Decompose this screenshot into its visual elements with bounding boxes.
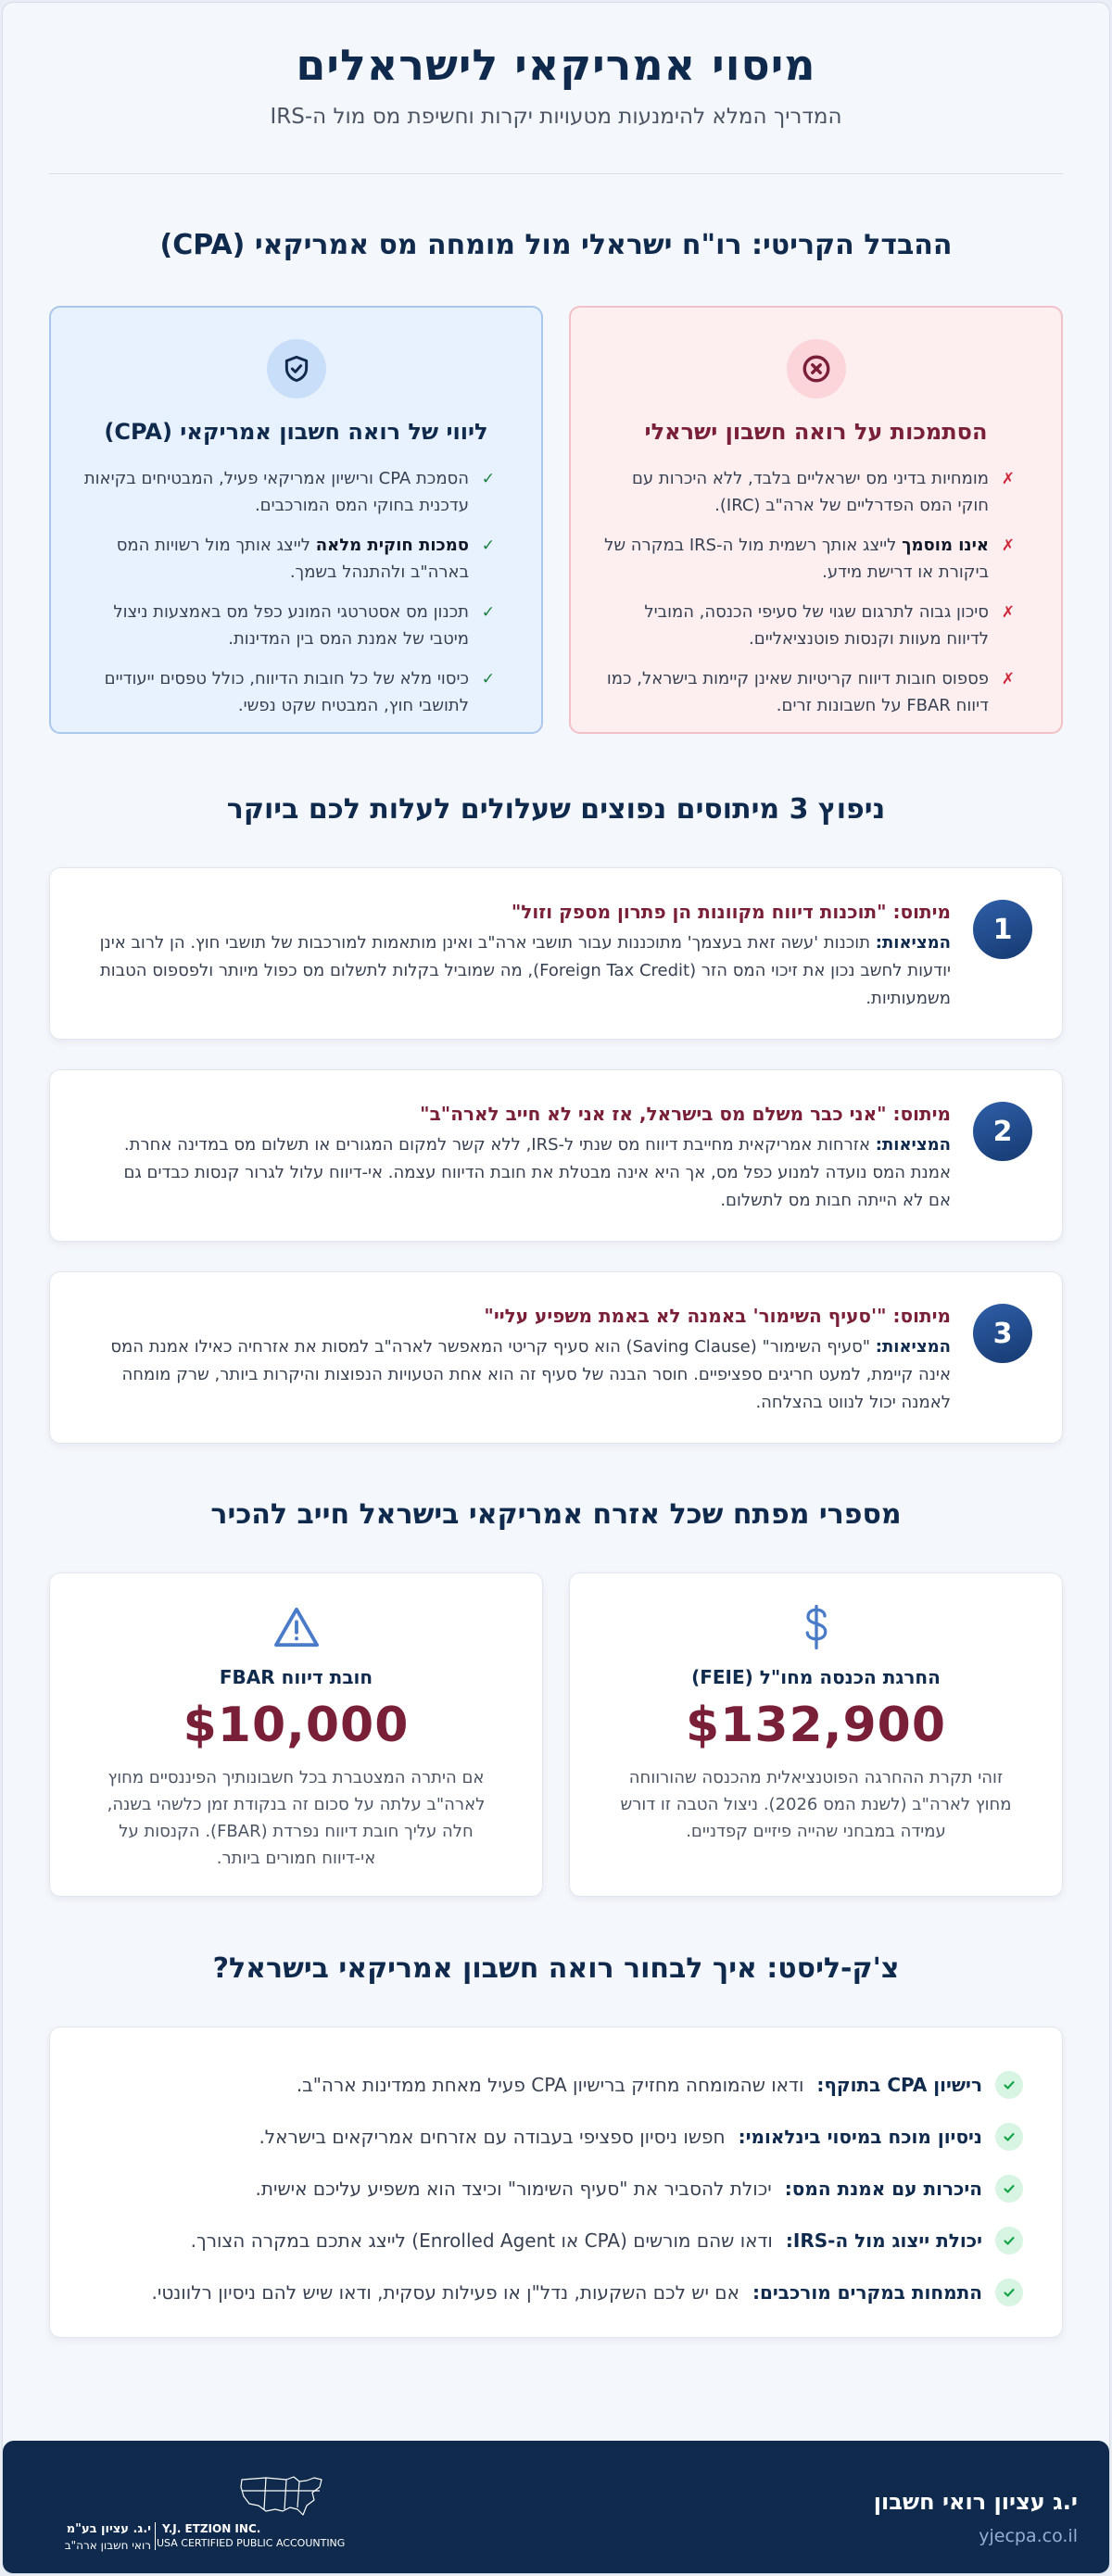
- checklist-label: היכרות עם אמנת המס:: [784, 2178, 982, 2200]
- myth-number: 1: [973, 900, 1032, 959]
- list-item: [599, 532, 1015, 586]
- fbar-description: אם היתרה המצטברת בכל חשבונותיך הפיננסיים מחוץ לארה"ב עלתה על סכום זה בנקודת זמן כלשהי בשנה, חלה עליך חובת דיווח נפרדת (FBAR). הקנסות על אי-דיווח חמורים ביותר.: [107, 1768, 486, 1868]
- check-mark-icon: ✓: [481, 670, 495, 688]
- checklist-label: ניסיון מוכח במיסוי בינלאומי:: [738, 2126, 982, 2148]
- myth-title: מיתוס: "תוכנות דיווח מקוונות הן פתרון מספק וזול": [511, 901, 951, 923]
- reality-text: תוכנות 'עשה זאת בעצמך' מתוכננות עבור תושבי ארה"ב ואינן מותאמות למורכבות של תושבי חוץ. הן לרוב אינן יודעות לחשב נכון את זיכוי המס הזר (Foreign Tax Credit), מה שמוביל בקלות לתשלום מס כפול מיותר ולפספוס הטבות משמעותיות.: [99, 933, 951, 1008]
- logo-separator: [155, 2522, 156, 2550]
- item-text: מומחיות בדיני מס ישראליים בלבד, ללא היכרות עם חוקי המס הפדרליים של ארה"ב (IRC).: [631, 469, 989, 515]
- myth-reality: [96, 1333, 951, 1417]
- checklist-item: [89, 2267, 1023, 2318]
- footer-company-name: י.ג עציון רואי חשבון: [873, 2489, 1078, 2515]
- comparison-title: ההבדל הקריטי: רו"ח ישראלי מול מומחה מס אמריקאי (CPA): [159, 229, 953, 261]
- check-mark-icon: ✓: [481, 537, 495, 555]
- fbar-label: חובת דיווח FBAR: [219, 1666, 373, 1688]
- checklist-text: אם יש לכם השקעות, נדל"ן או פעילות עסקית, ודאו שיש להם ניסיון רלוונטי.: [151, 2281, 739, 2304]
- header: [3, 3, 1109, 129]
- myth-number: 2: [973, 1102, 1032, 1161]
- us-cpa-list: [79, 465, 495, 719]
- x-mark-icon: ✗: [1001, 670, 1015, 688]
- item-text: הסמכת CPA ורישיון אמריקאי פעיל, המבטיחים בקיאות עדכנית בחוקי המס המורכבים.: [83, 469, 469, 515]
- myth-reality: [96, 929, 951, 1013]
- item-strong: אינו מוסמך: [902, 536, 989, 555]
- check-circle-icon: [995, 2279, 1023, 2306]
- israeli-cpa-heading: הסתמכות על רואה חשבון ישראלי: [644, 419, 988, 445]
- list-item: [79, 599, 495, 652]
- checklist-item: [89, 2215, 1023, 2267]
- checklist-item: [89, 2163, 1023, 2215]
- checklist-text: יכולת להסביר את "סעיף השימור" וכיצד הוא משפיע עליכם אישית.: [255, 2178, 772, 2200]
- item-strong: סמכות חוקית מלאה: [315, 536, 469, 555]
- item-text: לייצג אותך רשמית מול ה-IRS במקרה של ביקורת או דרישת מידע.: [604, 536, 989, 582]
- myth-title: מיתוס: "'סעיף השימור' באמנה לא באמת משפיע עליי": [484, 1305, 951, 1327]
- logo-english-name: Y.J. ETZION INC.: [162, 2522, 261, 2535]
- myth-reality: [96, 1131, 951, 1215]
- checklist-item: [89, 2059, 1023, 2111]
- myth-card-2: [49, 1069, 1063, 1242]
- fbar-value: $10,000: [183, 1698, 410, 1753]
- checklist-text: חפשו ניסיון ספציפי בעבודה עם אזרחים אמריקאים בישראל.: [259, 2126, 726, 2148]
- list-item: [599, 665, 1015, 719]
- item-text: תכנון מס אסטרטגי המונע כפל מס באמצעות ניצול מיטבי של אמנת המס בין המדינות.: [113, 602, 469, 649]
- checklist-text: ודאו שהמומחה מחזיק ברישיון CPA פעיל מאחת ממדינות ארה"ב.: [296, 2074, 804, 2096]
- x-mark-icon: ✗: [1001, 470, 1015, 488]
- feie-description: זוהי תקרת ההחרגה הפוטנציאלית מהכנסה שהורווחה מחוץ לארה"ב (לשנת המס 2026). ניצול הטבה זו דורש עמידה במבחני שהייה פיזיים קפדניים.: [620, 1768, 1012, 1841]
- check-circle-icon: [995, 2071, 1023, 2099]
- x-mark-icon: ✗: [1001, 603, 1015, 622]
- myth-card-1: [49, 867, 1063, 1040]
- checklist-label: רישיון CPA בתוקף:: [816, 2074, 982, 2096]
- logo-hebrew-name: י.ג. עציון בע"מ: [66, 2522, 151, 2536]
- dollar-icon: [570, 1601, 1062, 1653]
- item-text: סיכון גבוה לתרגום שגוי של סעיפי הכנסה, המוביל לדיווח מעוות וקנסות פוטנציאליים.: [644, 602, 989, 649]
- footer-website-link[interactable]: yjecpa.co.il: [979, 2526, 1078, 2546]
- page-title: מיסוי אמריקאי לישראלים: [296, 40, 816, 90]
- myths-title: ניפוץ 3 מיתוסים נפוצים שעלולים לעלות לכם ביוקר: [226, 793, 886, 826]
- header-divider: [49, 173, 1063, 174]
- list-item: [79, 665, 495, 719]
- feie-value: $132,900: [685, 1698, 947, 1753]
- checklist-title: צ'ק-ליסט: איך לבחור רואה חשבון אמריקאי בישראל?: [212, 1952, 900, 1985]
- checklist-text: ודאו שהם מורשים (CPA או Enrolled Agent) לייצג אתכם במקרה הצורך.: [190, 2229, 773, 2252]
- reality-label: המציאות:: [875, 1135, 951, 1155]
- reality-label: המציאות:: [875, 1337, 951, 1357]
- item-text: כיסוי מלא של כל חובות הדיווח, כולל טפסים ייעודיים לתושבי חוץ, המבטיח שקט נפשי.: [104, 669, 469, 715]
- list-item: [79, 532, 495, 586]
- x-mark-icon: ✗: [1001, 537, 1015, 555]
- figures-title: מספרי מפתח שכל אזרח אמריקאי בישראל חייב להכיר: [210, 1498, 902, 1531]
- check-circle-icon: [995, 2175, 1023, 2203]
- us-cpa-heading: ליווי של רואה חשבון אמריקאי (CPA): [104, 419, 488, 445]
- logo-hebrew-subtitle: רואי חשבון ארה"ב: [64, 2539, 151, 2552]
- reality-text: אזרחות אמריקאית מחייבת דיווח מס שנתי ל-IRS, ללא קשר למקום המגורים או תשלום מס במדינה אחרת. אמנת המס נועדה למנוע כפל מס, אך היא אינה מבטלת את חובת הדיווח עצמה. אי-דיווח עלול לגרור קנסות כבדים גם אם לא הייתה חבות מס לתשלום.: [123, 1135, 951, 1210]
- reality-text: "סעיף השימור" (Saving Clause) הוא סעיף קריטי המאפשר לארה"ב למסות את אזרחיה כאילו אמנת המס אינה קיימת, למעט חריגים ספציפיים. חוסר הבנה של סעיף זה הוא אחת הטעויות הנפוצות והיקרות ביותר, שרק מומחה לאמנה יכול לנווט בהצלחה.: [110, 1337, 951, 1412]
- warning-icon: [50, 1601, 542, 1653]
- myth-title: מיתוס: "אני כבר משלם מס בישראל, אז אני לא חייב לארה"ב": [420, 1103, 951, 1125]
- us-cpa-card: [49, 306, 543, 734]
- fbar-card: [49, 1572, 543, 1897]
- checklist-label: יכולת ייצוג מול ה-IRS:: [785, 2229, 982, 2252]
- footer: [3, 2441, 1109, 2573]
- list-item: [599, 599, 1015, 652]
- item-text: לייצג אותך מול רשויות המס בארה"ב ולהתנהל בשמך.: [116, 536, 469, 582]
- page-subtitle: המדריך המלא להימנעות מטעויות יקרות וחשיפת מס מול ה-IRS: [270, 105, 842, 129]
- feie-label: החרגת הכנסה מחו"ל (FEIE): [691, 1666, 941, 1688]
- list-item: [79, 465, 495, 519]
- company-logo: [34, 2469, 349, 2552]
- x-circle-icon: [787, 339, 846, 398]
- checklist-label: התמחות במקרים מורכבים:: [752, 2281, 982, 2304]
- checklist-item: [89, 2111, 1023, 2163]
- check-mark-icon: ✓: [481, 470, 495, 488]
- page: [2, 2, 1110, 2574]
- usa-map-icon: [238, 2472, 327, 2520]
- israeli-cpa-card: [569, 306, 1063, 734]
- shield-check-icon: [267, 339, 326, 398]
- reality-label: המציאות:: [875, 933, 951, 953]
- myth-number: 3: [973, 1304, 1032, 1363]
- check-mark-icon: ✓: [481, 603, 495, 622]
- check-circle-icon: [995, 2123, 1023, 2151]
- myth-card-3: [49, 1271, 1063, 1444]
- list-item: [599, 465, 1015, 519]
- item-text: פספוס חובות דיווח קריטיות שאינן קיימות בישראל, כמו דיווח FBAR על חשבונות זרים.: [606, 669, 989, 715]
- logo-english-subtitle: USA CERTIFIED PUBLIC ACCOUNTING: [157, 2537, 346, 2549]
- feie-card: [569, 1572, 1063, 1897]
- checklist-card: [49, 2027, 1063, 2338]
- check-circle-icon: [995, 2227, 1023, 2254]
- israeli-cpa-list: [599, 465, 1015, 719]
